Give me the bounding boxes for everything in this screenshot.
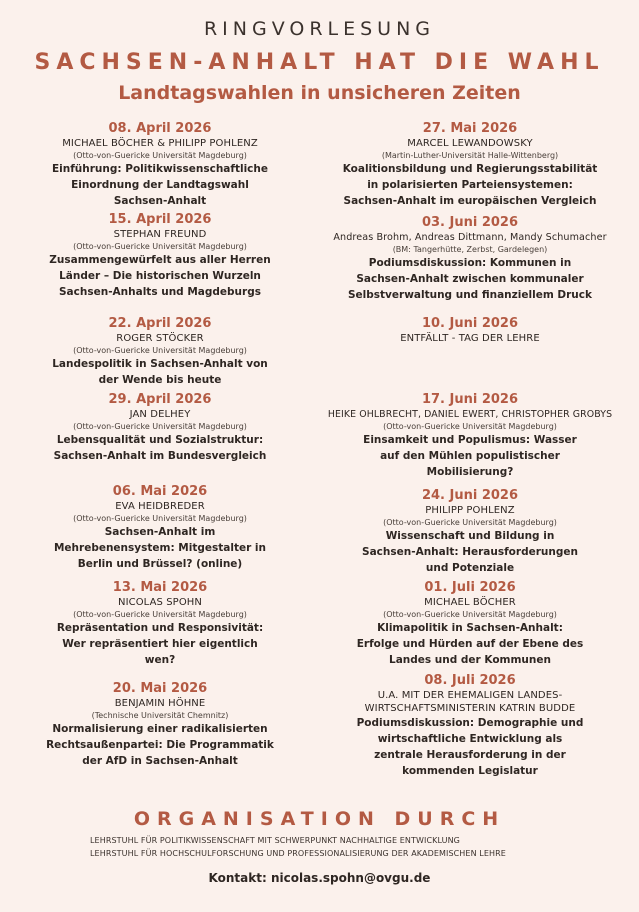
lecture-date: 24. Juni 2026 bbox=[421, 488, 519, 503]
lecture-entry bbox=[0, 121, 320, 209]
lecture-entry bbox=[310, 488, 630, 576]
lecture-date: 22. April 2026 bbox=[108, 316, 212, 331]
lecture-speaker: MICHAEL BÖCHER bbox=[424, 597, 516, 608]
lecture-date: 29. April 2026 bbox=[108, 392, 212, 407]
lecture-date: 17. Juni 2026 bbox=[421, 392, 519, 407]
lecture-speaker: MARCEL LEWANDOWSKY bbox=[407, 138, 533, 149]
lecture-topic: Podiumsdiskussion: Kommunen in Sachsen-Anhalt zwischen kommunaler Selbstverwaltung und finanziellem Druck bbox=[347, 257, 592, 301]
lecture-topic: Klimapolitik in Sachsen-Anhalt: Erfolge und Hürden auf der Ebene des Landes und der Kommunen bbox=[356, 622, 584, 666]
lecture-entry bbox=[0, 681, 320, 769]
lecture-affiliation: (Otto-von-Guericke Universität Magdeburg) bbox=[73, 242, 247, 251]
lecture-entry bbox=[0, 484, 320, 572]
lecture-topic: Einführung: Politikwissenschaftliche Einordnung der Landtagswahl Sachsen-Anhalt bbox=[51, 163, 268, 207]
lecture-speaker: BENJAMIN HÖHNE bbox=[114, 698, 206, 709]
lecture-affiliation: (Otto-von-Guericke Universität Magdeburg) bbox=[383, 422, 557, 431]
lecture-topic: Normalisierung einer radikalisierten Rechtsaußenpartei: Die Programmatik der AfD in Sachsen-Anhalt bbox=[46, 723, 274, 767]
lecture-affiliation: (Otto-von-Guericke Universität Magdeburg) bbox=[383, 610, 557, 619]
lecture-affiliation: (Martin-Luther-Universität Halle-Wittenberg) bbox=[381, 151, 559, 160]
lecture-affiliation: (Otto-von-Guericke Universität Magdeburg) bbox=[73, 422, 247, 431]
lecture-entry bbox=[0, 392, 320, 464]
lecture-topic: Koalitionsbildung und Regierungsstabilität in polarisierten Parteiensystemen: Sachsen-Anhalt im europäischen Vergleich bbox=[342, 163, 598, 207]
lecture-topic: Landespolitik in Sachsen-Anhalt von der Wende bis heute bbox=[52, 358, 268, 386]
lecture-topic: Wissenschaft und Bildung in Sachsen-Anhalt: Herausforderungen und Potenziale bbox=[362, 530, 578, 574]
lecture-entry bbox=[310, 580, 630, 668]
lecture-date: 06. Mai 2026 bbox=[112, 484, 208, 499]
lecture-topic: Repräsentation und Responsivität: Wer repräsentiert hier eigentlich wen? bbox=[56, 622, 264, 666]
lecture-date: 15. April 2026 bbox=[108, 212, 212, 227]
lecture-date: 01. Juli 2026 bbox=[424, 580, 516, 595]
lecture-speaker-line2: WIRTSCHAFTSMINISTERIN KATRIN BUDDE bbox=[364, 703, 576, 714]
lecture-date: 08. Juli 2026 bbox=[424, 673, 516, 688]
series-kicker: RINGVORLESUNG bbox=[203, 18, 436, 40]
lecture-speaker: NICOLAS SPOHN bbox=[117, 597, 202, 608]
lecture-topic: Einsamkeit und Populismus: Wasser auf den Mühlen populistischer Mobilisierung? bbox=[363, 434, 577, 478]
lecture-date: 08. April 2026 bbox=[108, 121, 212, 136]
lecture-date: 03. Juni 2026 bbox=[421, 215, 519, 230]
lecture-topic: Zusammengewürfelt aus aller Herren Länder – Die historischen Wurzeln Sachsen-Anhalts und Magdeburgs bbox=[49, 254, 271, 298]
lecture-entry bbox=[310, 316, 630, 345]
lecture-entry bbox=[0, 316, 320, 388]
lecture-speaker: HEIKE OHLBRECHT, DANIEL EWERT, CHRISTOPHER GROBYS bbox=[327, 409, 613, 420]
organisation-chair-1: LEHRSTUHL FÜR POLITIKWISSENSCHAFT MIT SCHWERPUNKT NACHHALTIGE ENTWICKLUNG bbox=[90, 836, 460, 845]
contact-email[interactable]: Kontakt: nicolas.spohn@ovgu.de bbox=[208, 871, 431, 885]
lecture-date: 10. Juni 2026 bbox=[421, 316, 519, 331]
lecture-affiliation: (Otto-von-Guericke Universität Magdeburg) bbox=[73, 346, 247, 355]
poster-subtitle: Landtagswahlen in unsicheren Zeiten bbox=[118, 82, 521, 104]
lecture-speaker: PHILIPP POHLENZ bbox=[425, 505, 515, 516]
lecture-cancelled-note: ENTFÄLLT - TAG DER LEHRE bbox=[400, 333, 540, 344]
lecture-speaker: Andreas Brohm, Andreas Dittmann, Mandy Schumacher bbox=[333, 232, 607, 243]
lecture-date: 13. Mai 2026 bbox=[112, 580, 208, 595]
lecture-speaker: U.A. MIT DER EHEMALIGEN LANDES- bbox=[377, 690, 563, 701]
lecture-speaker: ROGER STÖCKER bbox=[116, 333, 204, 344]
organisation-chair-2: LEHRSTUHL FÜR HOCHSCHULFORSCHUNG UND PROFESSIONALISIERUNG DER AKADEMISCHEN LEHRE bbox=[90, 849, 506, 858]
lecture-affiliation: (BM: Tangerhütte, Zerbst, Gardelegen) bbox=[392, 245, 548, 254]
poster-title: SACHSEN-ANHALT HAT DIE WAHL bbox=[34, 50, 605, 75]
organisation-title: ORGANISATION DURCH bbox=[133, 808, 506, 830]
lecture-affiliation: (Otto-von-Guericke Universität Magdeburg) bbox=[73, 514, 247, 523]
lecture-entry bbox=[0, 580, 320, 668]
lecture-entry bbox=[310, 392, 630, 480]
lecture-entry bbox=[310, 673, 630, 779]
lecture-entry bbox=[310, 215, 630, 303]
lecture-topic: Lebensqualität und Sozialstruktur: Sachsen-Anhalt im Bundesvergleich bbox=[53, 434, 267, 462]
lecture-topic: Sachsen-Anhalt im Mehrebenensystem: Mitgestalter in Berlin und Brüssel? (online) bbox=[53, 526, 267, 570]
lecture-topic: Podiumsdiskussion: Demographie und wirtschaftliche Entwicklung als zentrale Herausforderung in der kommenden Legislatur bbox=[356, 717, 584, 777]
lecture-entry bbox=[0, 212, 320, 300]
lecture-affiliation: (Otto-von-Guericke Universität Magdeburg) bbox=[383, 518, 557, 527]
lecture-date: 20. Mai 2026 bbox=[112, 681, 208, 696]
lecture-entry bbox=[310, 121, 630, 209]
lecture-affiliation: (Technische Universität Chemnitz) bbox=[91, 711, 229, 720]
lecture-speaker: MICHAEL BÖCHER & PHILIPP POHLENZ bbox=[62, 138, 258, 149]
lecture-speaker: STEPHAN FREUND bbox=[113, 229, 207, 240]
lecture-date: 27. Mai 2026 bbox=[422, 121, 518, 136]
lecture-speaker: EVA HEIDBREDER bbox=[115, 501, 205, 512]
lecture-speaker: JAN DELHEY bbox=[129, 409, 191, 420]
lecture-affiliation: (Otto-von-Guericke Universität Magdeburg) bbox=[73, 151, 247, 160]
lecture-affiliation: (Otto-von-Guericke Universität Magdeburg) bbox=[73, 610, 247, 619]
